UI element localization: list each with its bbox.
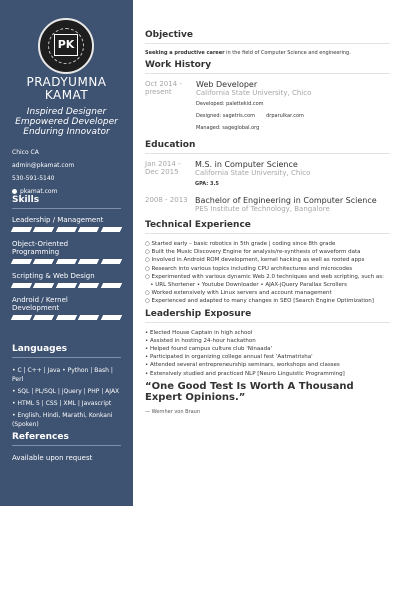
job-line: Designed: sagetris.com drparulkar.com (196, 113, 304, 119)
education-heading: Education (145, 140, 196, 150)
education-degree: M.S. in Computer Science (195, 160, 298, 169)
skill-segment (100, 283, 122, 288)
contact-email[interactable] (12, 159, 74, 172)
name-last: KAMAT (44, 88, 89, 102)
skill-rating-bar (12, 315, 121, 320)
contact-location (12, 146, 74, 159)
skill-label: Scripting & Web Design (12, 272, 95, 280)
leadership-item: • Elected House Captain in high school (145, 329, 253, 336)
skill-label: Android / Kernel Development (12, 296, 68, 312)
skill-item (12, 272, 121, 288)
skill-item (12, 240, 121, 264)
sidebar (0, 0, 133, 506)
skill-segment (33, 315, 55, 320)
job-role: Web Developer (196, 80, 258, 89)
technical-list (145, 240, 390, 306)
quote-author: — Wernher von Braun (145, 408, 201, 415)
technical-item: ○ Started early – basic robotics in 5th grade | coding since 8th grade (145, 241, 336, 247)
skill-segment (56, 259, 78, 264)
languages-list (12, 366, 124, 432)
technical-heading: Technical Experience (145, 220, 251, 230)
skill-segment (33, 283, 55, 288)
skill-segment (33, 259, 55, 264)
skill-segment (33, 227, 55, 232)
leadership-list (145, 329, 390, 378)
leadership-item: • Participated in organizing college annual fest 'Aatmatrisha' (145, 354, 313, 361)
skill-segment (11, 283, 33, 288)
education-divider (145, 153, 390, 154)
tagline: Enduring Innovator (23, 127, 110, 137)
skill-segment (78, 227, 100, 232)
education-entry (145, 196, 390, 214)
leadership-item: • Attended several entrepreneurship seminars, workshops and classes (145, 362, 340, 369)
job-entry (145, 80, 390, 134)
work-history-heading: Work History (145, 60, 212, 70)
main-content (145, 30, 390, 415)
tagline: Inspired Designer (26, 107, 107, 117)
skills-divider (12, 208, 121, 209)
skill-segment (78, 283, 100, 288)
education-date: Jan 2014 - Dec 2015 (145, 160, 181, 176)
skill-segment (100, 259, 122, 264)
education-details (195, 160, 390, 190)
skill-segment (56, 227, 78, 232)
skills-list (12, 216, 121, 328)
candidate-name (0, 76, 133, 102)
skill-label: Leadership / Management (12, 216, 104, 224)
skill-segment (11, 259, 33, 264)
languages-divider (12, 357, 121, 358)
skill-segment (56, 315, 78, 320)
skill-segment (100, 315, 122, 320)
skill-segment (11, 315, 33, 320)
objective-divider (145, 43, 390, 44)
taglines (0, 107, 133, 137)
leadership-item: • Extensively studied and practiced NLP [Neuro Linguistic Programming] (145, 370, 345, 377)
language-item: • English, Hindi, Marathi, Konkani (Spoken) (12, 412, 113, 428)
skill-segment (78, 315, 100, 320)
quote-text: “One Good Test Is Worth A Thousand Expert Opinions.” (145, 380, 354, 403)
technical-item: ○ Built the Music Discovery Engine for analysis/re-synthesis of waveform data (145, 249, 361, 256)
skill-segment (11, 227, 33, 232)
contact-info (12, 146, 74, 198)
skills-heading: Skills (12, 195, 40, 205)
technical-item: ○ Worked extensively with Linux servers and account management (145, 290, 332, 297)
education-details (195, 196, 390, 214)
job-line: Developed: palettekid.com (196, 101, 264, 107)
contact-phone (12, 172, 74, 185)
job-details (196, 80, 390, 134)
phone-text: 530-591-5140 (12, 175, 55, 182)
education-school: PES Institute of Technology, Bangalore (195, 205, 330, 213)
technical-item: ○ Research into various topics including CPU architectures and microcodes (145, 265, 353, 272)
job-org: California State University, Chico (196, 89, 312, 97)
leadership-item: • Helped found campus culture club 'Ninaada' (145, 346, 272, 353)
objective-text (145, 50, 390, 56)
email-link[interactable]: admin@pkamat.com (12, 162, 75, 169)
education-date: 2008 - 2013 (145, 196, 188, 204)
references-heading: References (12, 432, 69, 442)
job-date: Oct 2014 - present (145, 80, 182, 96)
website-link[interactable]: pkamat.com (20, 188, 58, 195)
technical-item: ○ Experienced and adapted to many changes in SEO [Search Engine Optimization] (145, 298, 374, 305)
language-item: • HTML 5 | CSS | XML | Javascript (12, 400, 112, 407)
skill-segment (56, 283, 78, 288)
skill-rating-bar (12, 259, 121, 264)
education-gpa: GPA: 3.5 (195, 181, 219, 187)
skill-item (12, 216, 121, 232)
technical-divider (145, 233, 390, 234)
skill-segment (100, 227, 122, 232)
technical-item: ○ Involved in Android ROM development, kernel hacking as well as rooted apps (145, 257, 365, 264)
work-history-divider (145, 73, 390, 74)
language-item: • C | C++ | Java • Python | Bash | Perl (12, 367, 113, 383)
tagline: Empowered Developer (15, 117, 118, 127)
languages-heading: Languages (12, 344, 68, 354)
skill-item (12, 296, 121, 320)
avatar-initials: PK (54, 34, 78, 56)
references-text: Available upon request (12, 454, 93, 462)
job-line: Managed: sageglobal.org (196, 125, 260, 131)
skill-rating-bar (12, 283, 121, 288)
technical-item: ○ Experimented with various dynamic Web 2.0 techniques and web scripting, such as: (145, 273, 385, 280)
education-entry (145, 160, 390, 190)
education-degree: Bachelor of Engineering in Computer Science (195, 196, 377, 205)
technical-item: • URL Shortener • Youtube Downloader • AJAX-jQuery Parallax Scrollers (145, 282, 347, 289)
skill-rating-bar (12, 227, 121, 232)
leadership-heading: Leadership Exposure (145, 308, 252, 319)
leadership-item: • Assisted in hosting 24-hour hackathon (145, 337, 256, 344)
skill-label: Object-Oriented Programming (12, 240, 69, 256)
globe-icon (12, 189, 17, 194)
language-item: • SQL | PL/SQL | jQuery | PHP | AJAX (12, 388, 120, 395)
name-first: PRADYUMNA (26, 75, 107, 89)
objective-heading: Objective (145, 30, 193, 40)
leadership-divider (145, 322, 390, 323)
education-school: California State University, Chico (195, 169, 311, 177)
skill-segment (78, 259, 100, 264)
avatar (38, 18, 94, 74)
objective-rest: in the field of Computer Science and engineering. (224, 50, 351, 56)
references-divider (12, 445, 121, 446)
location-text: Chico CA (12, 149, 39, 156)
objective-bold: Seeking a productive career (145, 50, 225, 56)
